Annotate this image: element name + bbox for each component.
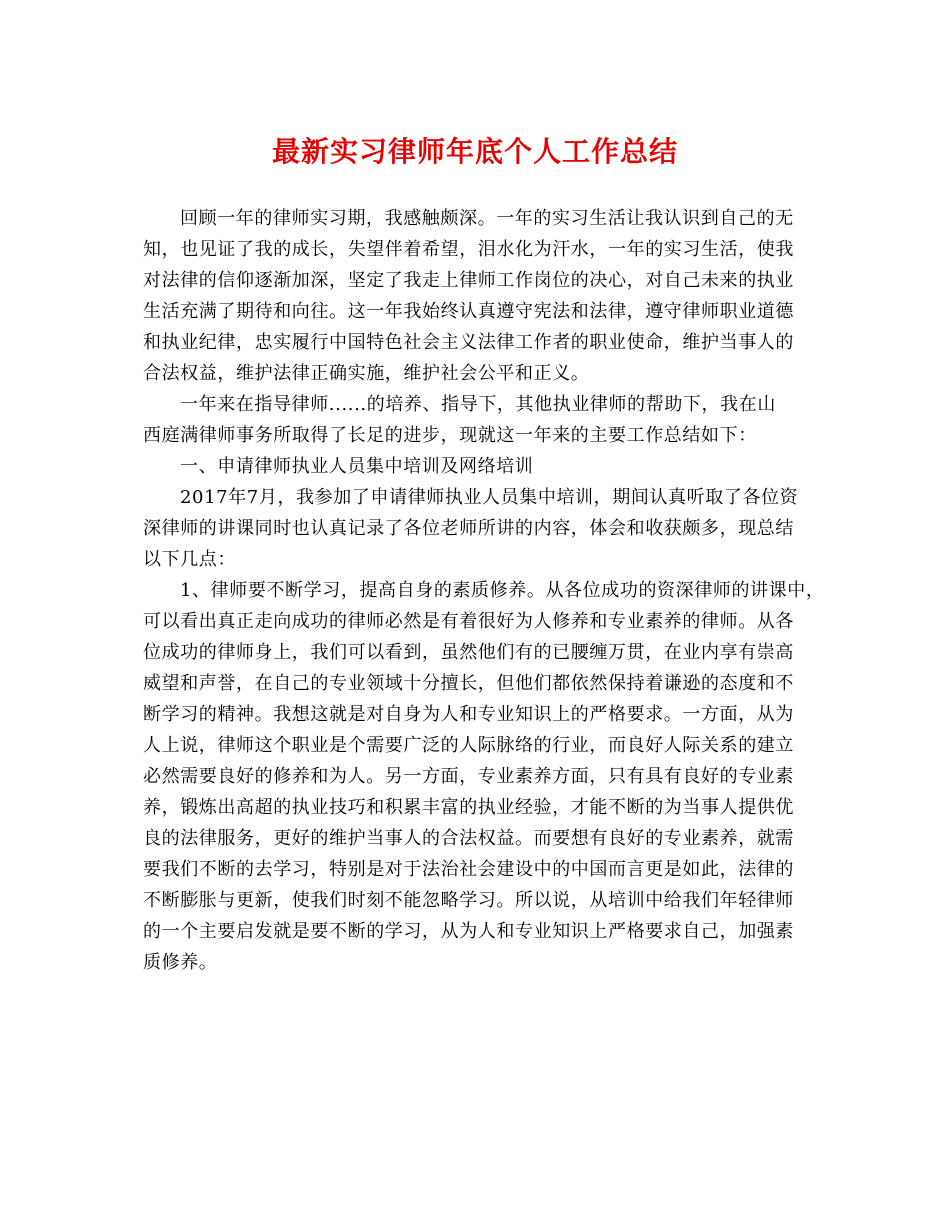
- paragraph-training: [143, 482, 813, 575]
- text-line: 养，锻炼出高超的执业技巧和积累丰富的执业经验，才能不断的为当事人提供优: [143, 797, 794, 818]
- paragraph-point-one: [143, 575, 825, 978]
- document-title: 最新实习律师年底个人工作总结: [271, 135, 678, 168]
- text-line: 2017年7月，我参加了申请律师执业人员集中培训，期间认真听取了各位资: [180, 487, 799, 508]
- text-line: 以下几点：: [143, 549, 236, 570]
- text-line: 一年来在指导律师......的培养、指导下，其他执业律师的帮助下，我在山: [180, 394, 776, 415]
- text-line: 断学习的精神。我想这就是对自身为人和专业知识上的严格要求。一方面，从为: [143, 704, 794, 725]
- text-line: 威望和声誉，在自己的专业领域十分擅长，但他们都依然保持着谦逊的态度和不: [143, 673, 794, 694]
- text-line: 回顾一年的律师实习期，我感触颇深。一年的实习生活让我认识到自己的无: [180, 208, 794, 229]
- document-body: [143, 203, 825, 978]
- text-line: 对法律的信仰逐渐加深，坚定了我走上律师工作岗位的决心，对自己未来的执业: [143, 270, 794, 291]
- text-line: 人上说，律师这个职业是个需要广泛的人际脉络的行业，而良好人际关系的建立: [143, 735, 794, 756]
- text-line: 不断膨胀与更新，使我们时刻不能忽略学习。所以说，从培训中给我们年轻律师: [143, 890, 794, 911]
- text-line: 位成功的律师身上，我们可以看到，虽然他们有的已腰缠万贯，在业内享有崇高: [143, 642, 794, 663]
- text-line: 生活充满了期待和向往。这一年我始终认真遵守宪法和法律，遵守律师职业道德: [143, 301, 794, 322]
- text-line: 必然需要良好的修养和为人。另一方面，专业素养方面，只有具有良好的专业素: [143, 766, 794, 787]
- text-line: 合法权益，维护法律正确实施，维护社会公平和正义。: [143, 363, 590, 384]
- paragraph-overview: [143, 389, 813, 451]
- text-line: 良的法律服务，更好的维护当事人的合法权益。而要想有良好的专业素养，就需: [143, 828, 794, 849]
- text-line: 西庭满律师事务所取得了长足的进步，现就这一年来的主要工作总结如下：: [143, 425, 757, 446]
- text-line: 可以看出真正走向成功的律师必然是有着很好为人修养和专业素养的律师。从各: [143, 611, 794, 632]
- text-line: 要我们不断的去学习，特别是对于法治社会建设中的中国而言更是如此，法律的: [143, 859, 794, 880]
- text-line: 质修养。: [143, 952, 218, 973]
- text-line: 深律师的讲课同时也认真记录了各位老师所讲的内容，体会和收获颇多，现总结: [143, 518, 794, 539]
- text-line: 知，也见证了我的成长，失望伴着希望，泪水化为汗水，一年的实习生活，使我: [143, 239, 794, 260]
- text-line: 1、律师要不断学习，提高自身的素质修养。从各位成功的资深律师的讲课中，: [180, 580, 825, 601]
- section-heading-text: 一、申请律师执业人员集中培训及网络培训: [180, 456, 534, 477]
- paragraph-intro: [143, 203, 813, 389]
- section-heading: [143, 451, 813, 482]
- text-line: 的一个主要启发就是要不断的学习，从为人和专业知识上严格要求自己，加强素: [143, 921, 794, 942]
- text-line: 和执业纪律，忠实履行中国特色社会主义法律工作者的职业使命，维护当事人的: [143, 332, 794, 353]
